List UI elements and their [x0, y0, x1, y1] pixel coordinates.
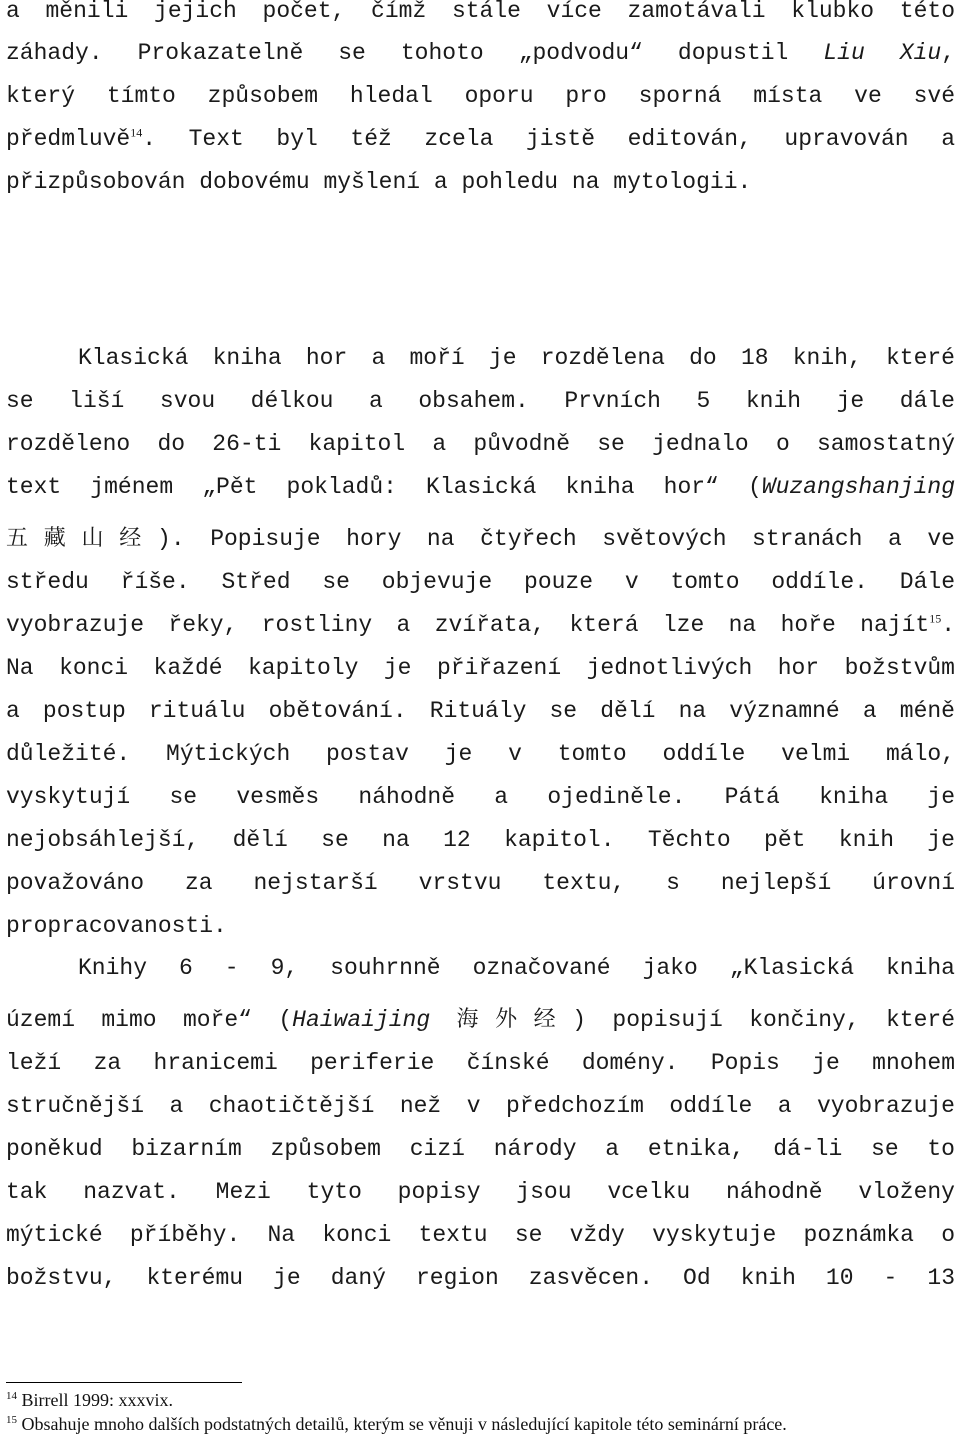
- paragraph-line: rozděleno do 26-ti kapitol a původně se jednalo o samostatný: [6, 431, 955, 457]
- text-run: předmluvě: [6, 126, 131, 152]
- paragraph-line: a měnili jejich počet, čímž stále více zamotávali klubko této: [6, 0, 955, 24]
- text-run: ,: [941, 40, 955, 66]
- paragraph-line: který tímto způsobem hledal oporu pro sporná místa ve své: [6, 83, 955, 109]
- paragraph-line: [6, 38, 955, 68]
- paragraph-line: tak nazvat. Mezi tyto popisy jsou vcelku náhodně vloženy: [6, 1179, 955, 1205]
- text-run: ) popisují končiny, které: [572, 1007, 955, 1033]
- footnote-separator: [6, 1382, 242, 1383]
- paragraph-line: důležité. Mýtických postav je v tomto oddíle velmi málo,: [6, 741, 955, 767]
- text-run: ). Popisuje hory na čtyřech světových stranách a ve: [157, 526, 955, 552]
- paragraph-line: božstvu, kterému je daný region zasvěcen. Od knih 10 - 13: [6, 1265, 955, 1291]
- footnote: [6, 1413, 787, 1435]
- paragraph-line: [6, 124, 955, 154]
- footnote-text: Birrell 1999: xxxvix.: [21, 1390, 173, 1410]
- text-run: .: [941, 612, 955, 638]
- italic-title: Wuzangshanjing: [761, 474, 955, 500]
- text-run: území mimo moře“ (: [6, 1007, 293, 1033]
- paragraph-line: středu říše. Střed se objevuje pouze v tomto oddíle. Dále: [6, 569, 955, 595]
- paragraph-line: poněkud bizarním způsobem cizí národy a etnika, dá-li se to: [6, 1136, 955, 1162]
- paragraph-line: Na konci každé kapitoly je přiřazení jednotlivých hor božstvům: [6, 655, 955, 681]
- text-run: text jménem „Pět pokladů: Klasická kniha hor“ (: [6, 474, 762, 500]
- footnote-ref[interactable]: 14: [130, 125, 143, 140]
- footnote-number: 14: [6, 1390, 17, 1402]
- chinese-title: 五藏山经: [6, 526, 158, 551]
- paragraph-line: a postup rituálu obětování. Rituály se dělí na významné a méně: [6, 698, 955, 724]
- paragraph-line: propracovanosti.: [6, 913, 227, 939]
- paragraph-line: [6, 472, 955, 502]
- text-run: vyobrazuje řeky, rostliny a zvířata, která lze na hoře najít: [6, 612, 930, 638]
- paragraph-line: [6, 524, 955, 554]
- paragraph-line: mýtické příběhy. Na konci textu se vždy vyskytuje poznámka o: [6, 1222, 955, 1248]
- paragraph-line: [6, 1005, 955, 1035]
- paragraph-line: stručnější a chaotičtější než v předchozím oddíle a vyobrazuje: [6, 1093, 955, 1119]
- paragraph-line: [6, 610, 955, 640]
- text-run: . Text byl též zcela jistě editován, upravován a: [142, 126, 955, 152]
- paragraph-line: vyskytují se vesměs náhodně a ojediněle. Pátá kniha je: [6, 784, 955, 810]
- italic-title: Haiwaijing: [292, 1007, 431, 1033]
- italic-name: Liu Xiu: [823, 40, 942, 66]
- paragraph-line: leží za hranicemi periferie čínské domény. Popis je mnohem: [6, 1050, 955, 1076]
- chinese-title: 海外经: [456, 1007, 573, 1032]
- footnote-ref[interactable]: 15: [929, 611, 942, 626]
- footnote-text: Obsahuje mnoho dalších podstatných detailů, kterým se věnuji v následující kapitole této seminární práce.: [21, 1414, 787, 1434]
- text-run: záhady. Prokazatelně se tohoto „podvodu“ dopustil: [6, 40, 824, 66]
- paragraph-line: považováno za nejstarší vrstvu textu, s nejlepší úrovní: [6, 870, 955, 896]
- paragraph-line: nejobsáhlejší, dělí se na 12 kapitol. Těchto pět knih je: [6, 827, 955, 853]
- paragraph-line: přizpůsobován dobovému myšlení a pohledu na mytologii.: [6, 169, 752, 195]
- paragraph-line: Knihy 6 - 9, souhrnně označované jako „Klasická kniha: [78, 955, 955, 981]
- footnote-number: 15: [6, 1414, 17, 1426]
- paragraph-line: se liší svou délkou a obsahem. Prvních 5 knih je dále: [6, 388, 955, 414]
- paragraph-line: Klasická kniha hor a moří je rozdělena do 18 knih, které: [78, 345, 955, 371]
- footnote: [6, 1389, 173, 1411]
